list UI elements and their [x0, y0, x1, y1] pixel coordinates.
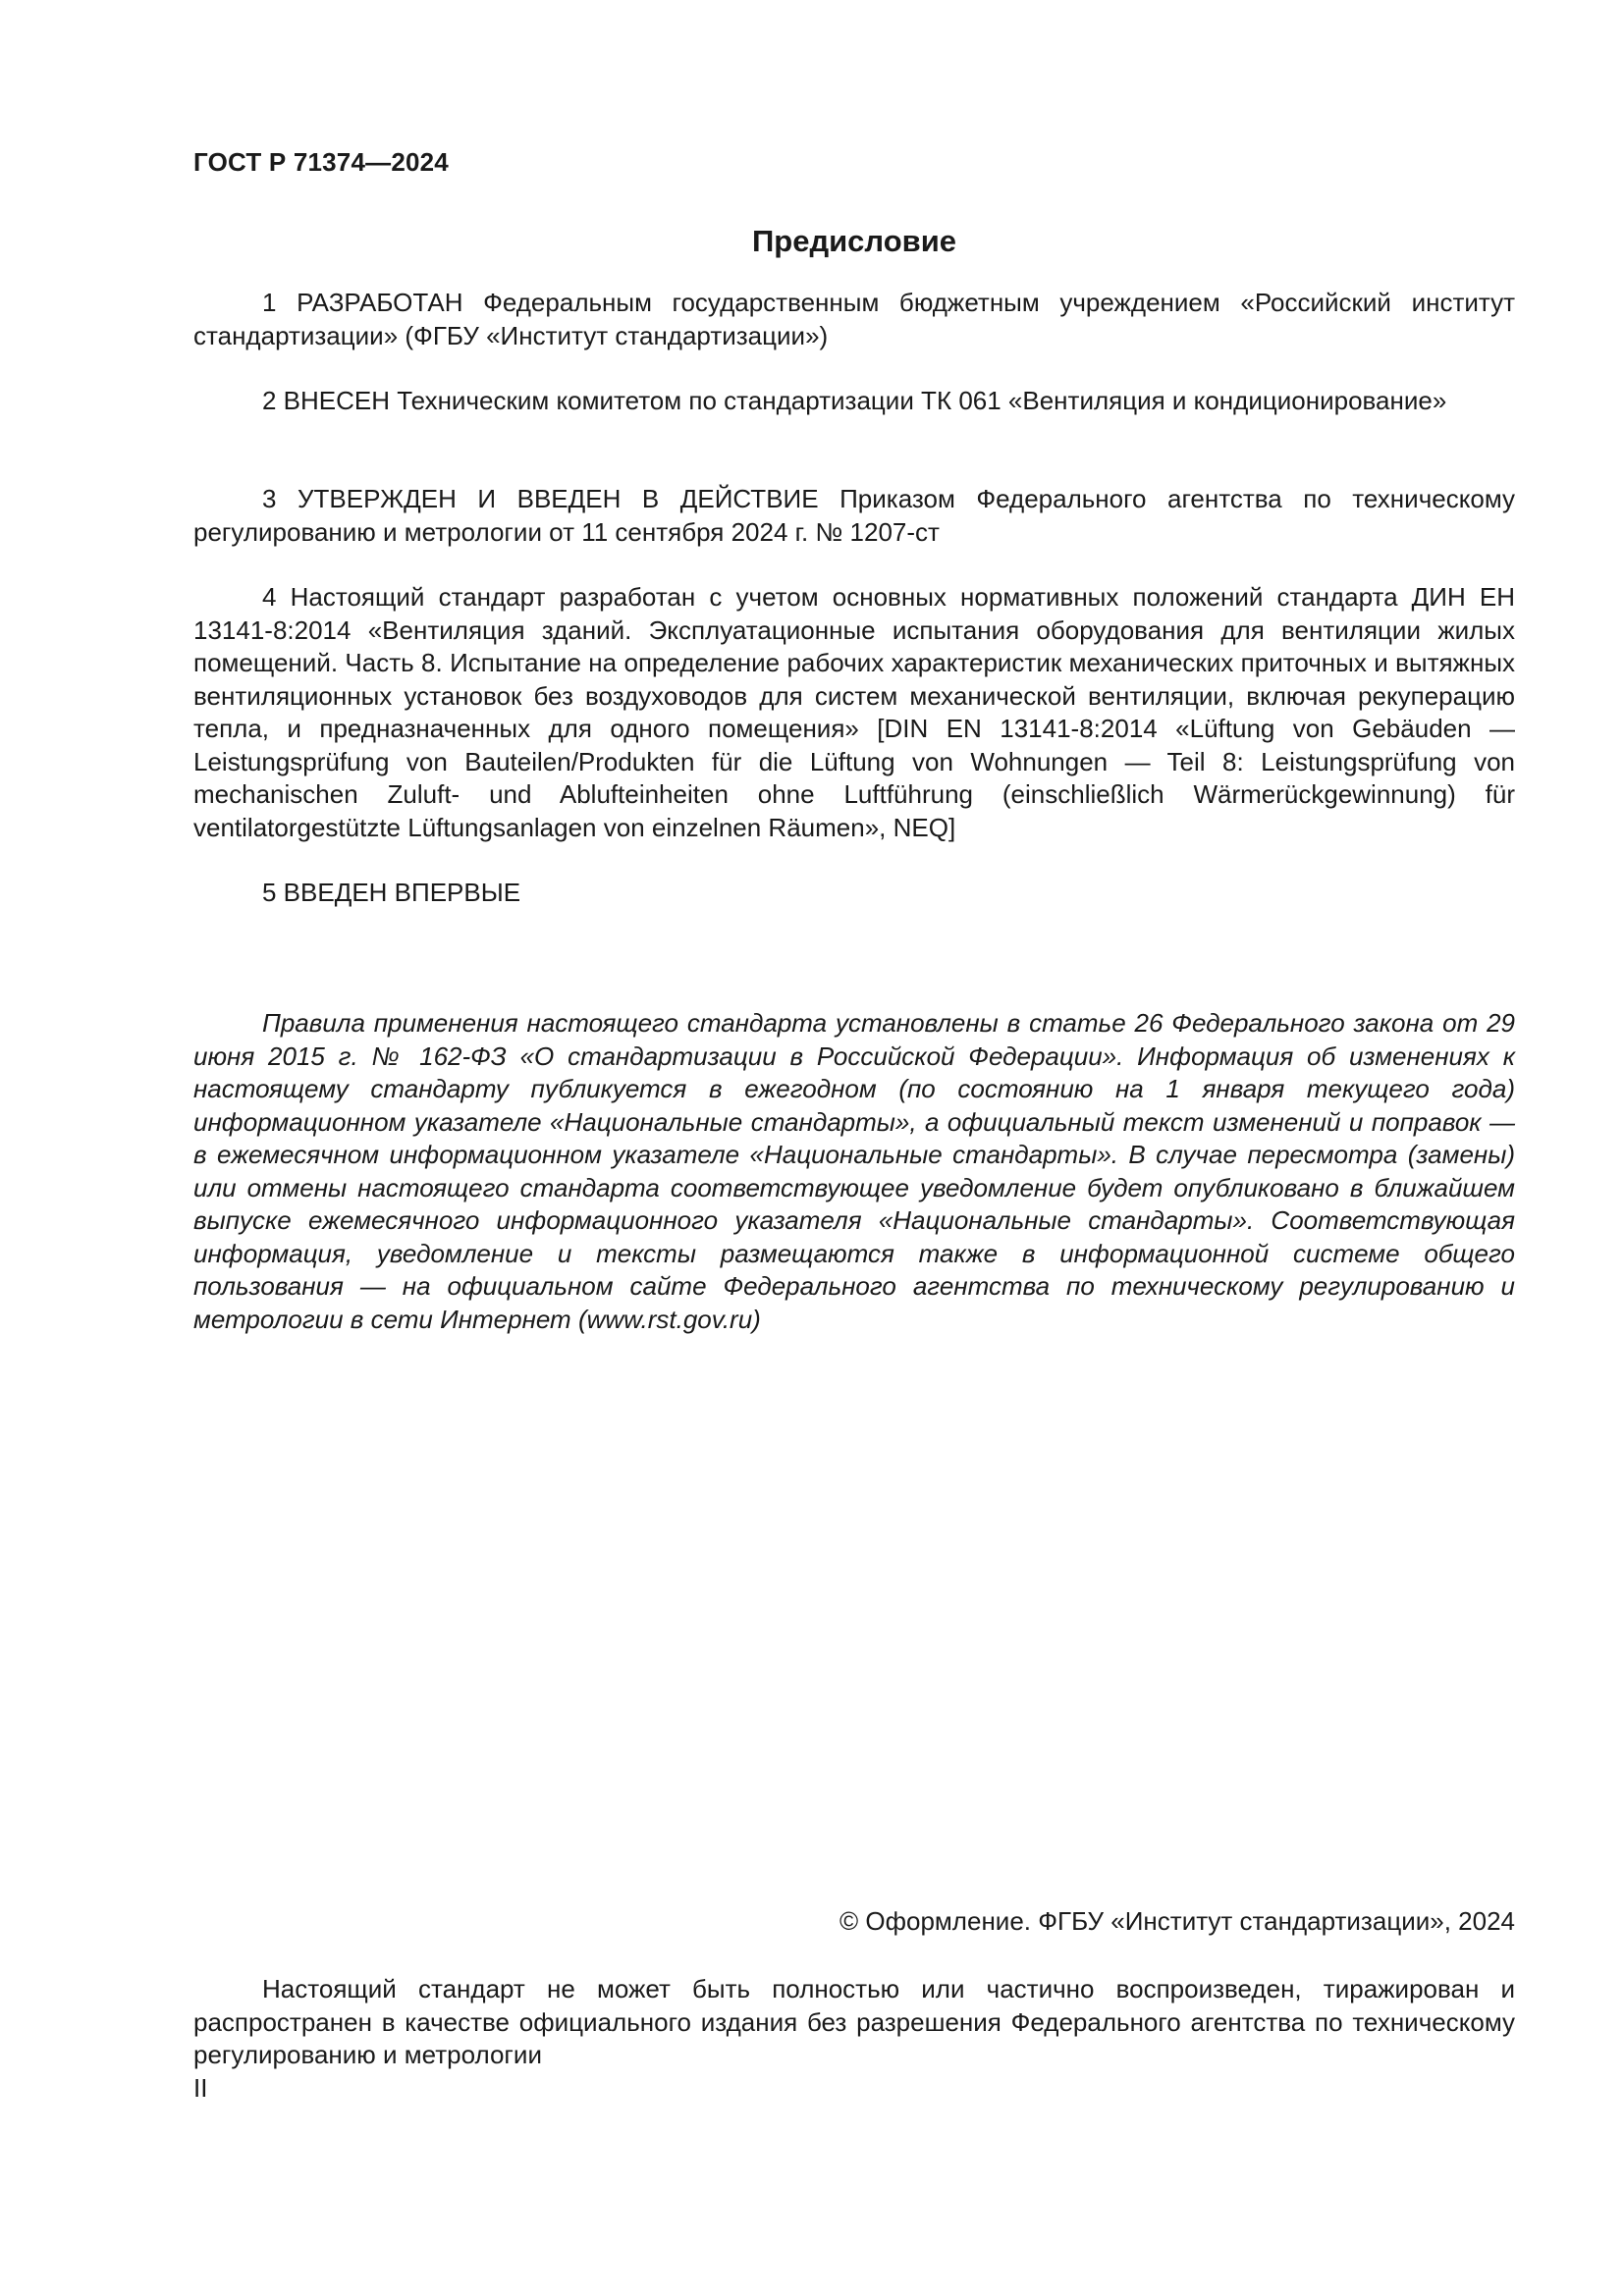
page-number: II [193, 2073, 208, 2103]
foreword-item-text: 2 ВНЕСЕН Техническим комитетом по стандартизации ТК 061 «Вентиляция и кондиционирование» [262, 386, 1447, 415]
page-title: Предисловие [751, 224, 956, 258]
application-rules-text: Правила применения настоящего стандарта установлены в статье 26 Федерального закона от 29 июня 2015 г. № 162-ФЗ «О стандартизации в Российской Федерации». Информация об изменениях к настоящему стандарту публикуется в ежегодном (по состоянию на 1 января текущего года) информационном указателе «Национальные стандарты», а официальный текст изменений и поправок — в ежемесячном информационном указателе «Национальные стандарты». В случае пересмотра (замены) или отмены настоящего стандарта соответствующее уведомление будет опубликовано в ближайшем выпуске ежемесячного информационного указателя «Национальные стандарты». Соответствующая информация, уведомление и тексты размещаются также в информационной системе общего пользования — на официальном сайте Федерального агентства по техническому регулированию и метрологии в сети Интернет (www.rst.gov.ru) [193, 1008, 1515, 1334]
application-rules-notice [193, 1007, 1515, 1336]
foreword-item-text: 3 УТВЕРЖДЕН И ВВЕДЕН В ДЕЙСТВИЕ Приказом Федерального агентства по техническому регулированию и метрологии от 11 сентября 2024 г. № 1207-ст [193, 484, 1515, 547]
document-code: ГОСТ Р 71374—2024 [193, 147, 449, 177]
reproduction-notice [193, 1973, 1515, 2072]
foreword-item-2 [193, 385, 1515, 418]
copyright-line: © Оформление. ФГБУ «Институт стандартизации», 2024 [839, 1906, 1515, 1936]
foreword-item-text: 4 Настоящий стандарт разработан с учетом основных нормативных положений стандарта ДИН ЕН 13141-8:2014 «Вентиляция зданий. Эксплуатационные испытания оборудования для вентиляции жилых помещений. Часть 8. Испытание на определение рабочих характеристик механических приточных и вытяжных вентиляционных установок без воздуховодов для систем механической вентиляции, включая рекуперацию тепла, и предназначенных для одного помещения» [DIN EN 13141-8:2014 «Lüftung von Gebäuden — Leistungsprüfung von Bauteilen/Produkten für die Lüftung von Wohnungen — Teil 8: Leistungsprüfung von mechanischen Zuluft- und Ablufteinheiten ohne Luftführung (einschließlich Wärmerückgewinnung) für ventilatorgestützte Lüftungsanlagen von einzelnen Räumen», NEQ] [193, 582, 1515, 842]
foreword-item-3 [193, 483, 1515, 549]
foreword-item-text: 1 РАЗРАБОТАН Федеральным государственным бюджетным учреждением «Российский институт стандартизации» (ФГБУ «Институт стандартизации») [193, 288, 1515, 350]
foreword-item-4 [193, 581, 1515, 844]
foreword-item-1 [193, 287, 1515, 352]
foreword-item-text: 5 ВВЕДЕН ВПЕРВЫЕ [262, 878, 521, 907]
reproduction-notice-text: Настоящий стандарт не может быть полностью или частично воспроизведен, тиражирован и распространен в качестве официального издания без разрешения Федерального агентства по техническому регулированию и метрологии [193, 1974, 1515, 2069]
foreword-item-5 [193, 877, 1515, 910]
